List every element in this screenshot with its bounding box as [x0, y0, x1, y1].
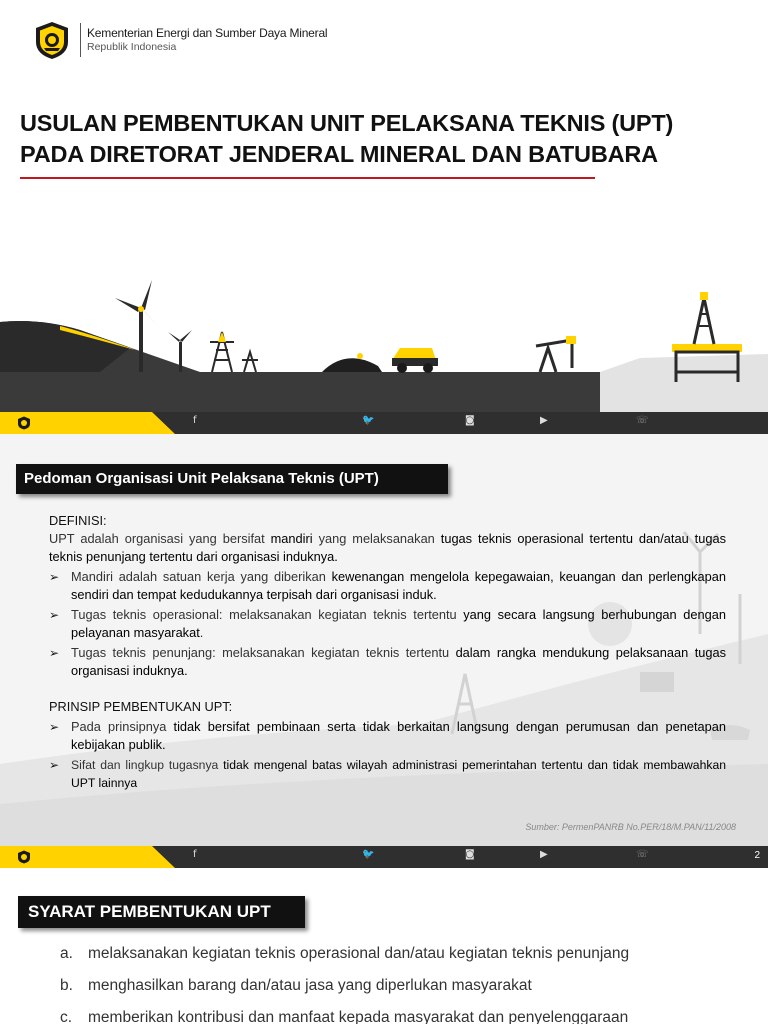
esdm-emblem-icon: [32, 20, 72, 60]
pedoman-slide: [0, 434, 768, 868]
list-item-text: memberikan kontribusi dan manfaat kepada masyarakat dan penyelenggaraan: [88, 1009, 629, 1024]
arrow-bullet-icon: ➢: [49, 608, 60, 622]
section-heading: SYARAT PEMBENTUKAN UPT: [18, 896, 305, 928]
esdm-emblem-icon: [17, 416, 31, 430]
ministry-brand: [32, 20, 327, 60]
title-line-1: USULAN PEMBENTUKAN UNIT PELAKSANA TEKNIS (UPT): [20, 110, 674, 136]
prinsip-bullets: [49, 718, 726, 792]
bullet-text: Mandiri adalah satuan kerja yang diberikan: [71, 569, 332, 584]
list-marker: b.: [60, 977, 73, 994]
definisi-text: [49, 530, 726, 566]
brand-text: [87, 27, 327, 53]
page-number: 2: [754, 850, 760, 861]
bullet-emphasis: dalam rangka mendukung pelaksanaan tugas organisasi induknya.: [71, 645, 727, 678]
definisi-label: DEFINISI:: [49, 513, 107, 528]
list-marker: c.: [60, 1009, 73, 1024]
list-marker: a.: [60, 945, 73, 962]
arrow-bullet-icon: ➢: [49, 720, 60, 734]
arrow-bullet-icon: ➢: [49, 570, 60, 584]
bullet-text: Pada prinsipnya: [71, 719, 174, 734]
title-line-2: PADA DIRETORAT JENDERAL MINERAL DAN BATUBARA: [20, 140, 658, 167]
brand-divider: [80, 23, 81, 57]
list-item: [60, 976, 726, 996]
esdm-emblem-icon: [17, 850, 31, 864]
mining-truck-icon: [392, 348, 438, 373]
oil-pumpjack-icon: [536, 340, 572, 372]
bullet-text: .: [199, 625, 204, 640]
list-item: [49, 568, 726, 604]
list-item: [60, 1008, 726, 1024]
footer-bar-2: [0, 846, 768, 868]
footer-bar-1: [0, 412, 768, 434]
prinsip-label: PRINSIP PEMBENTUKAN UPT:: [49, 699, 233, 714]
definisi-emphasis: mandiri: [270, 531, 313, 546]
definisi-part: yang melaksanakan: [312, 531, 441, 546]
bullet-text: Tugas teknis operasional: melaksanakan kegiatan teknis tertentu: [71, 607, 464, 622]
list-item: [49, 756, 726, 792]
facebook-icon[interactable]: f: [193, 415, 197, 426]
list-item: [49, 644, 726, 680]
twitter-icon[interactable]: 🐦: [362, 849, 375, 860]
twitter-icon[interactable]: 🐦: [362, 415, 375, 426]
definisi-part: UPT adalah organisasi yang bersifat: [49, 531, 271, 546]
pedoman-content: [49, 512, 726, 792]
facebook-icon[interactable]: f: [193, 849, 197, 860]
instagram-icon[interactable]: ◙: [465, 415, 475, 426]
bullet-emphasis: tidak bersifat pembinaan serta tidak berkaitan langsung dengan perumusan dan penetapan kebijakan publik.: [71, 719, 727, 752]
source-citation: Sumber: PermenPANRB No.PER/18/M.PAN/11/2008: [525, 822, 736, 832]
list-item: [60, 944, 726, 964]
youtube-icon[interactable]: ▶: [540, 849, 548, 860]
bullet-text: Sifat dan lingkup tugasnya: [71, 758, 224, 772]
list-item-text: menghasilkan barang dan/atau jasa yang diperlukan masyarakat: [88, 977, 532, 994]
list-item: [49, 718, 726, 754]
phone-icon[interactable]: ☏: [636, 849, 649, 860]
bullet-text: Tugas teknis penunjang: melaksanakan kegiatan teknis tertentu: [71, 645, 456, 660]
list-item: [49, 606, 726, 642]
bullet-emphasis: tidak mengenal batas wilayah administrasi pemerintahan tertentu dan tidak membawahkan UPT lainnya: [71, 758, 727, 790]
ministry-name: Kementerian Energi dan Sumber Daya Mineral: [87, 26, 328, 41]
slide-title: [20, 108, 750, 169]
transmission-tower-icon: [210, 332, 258, 372]
syarat-slide: [0, 868, 768, 1024]
arrow-bullet-icon: ➢: [49, 758, 60, 772]
title-underline: [20, 177, 595, 179]
instagram-icon[interactable]: ◙: [465, 849, 475, 860]
energy-landscape-illustration: [0, 270, 768, 412]
syarat-list: [60, 944, 726, 1024]
definisi-emphasis: tugas teknis operasional tertentu dan/atau tugas teknis penunjang tertentu dari organisasi induknya.: [49, 531, 726, 564]
phone-icon[interactable]: ☏: [636, 415, 649, 426]
definisi-bullets: [49, 568, 726, 680]
ministry-subtitle: Republik Indonesia: [87, 40, 177, 53]
bullet-emphasis: yang secara langsung berhubungan dengan pelayanan masyarakat: [71, 607, 726, 640]
youtube-icon[interactable]: ▶: [540, 415, 548, 426]
coal-pile-icon: [322, 353, 382, 372]
bullet-emphasis: kewenangan mengelola kepegawaian, keuangan dan perlengkapan sendiri dan tempat kedudukannya terpisah dari organisasi induk.: [71, 569, 726, 602]
section-heading: Pedoman Organisasi Unit Pelaksana Teknis (UPT): [16, 464, 448, 494]
arrow-bullet-icon: ➢: [49, 646, 60, 660]
title-slide: [0, 0, 768, 434]
list-item-text: melaksanakan kegiatan teknis operasional dan/atau kegiatan teknis penunjang: [88, 945, 630, 962]
